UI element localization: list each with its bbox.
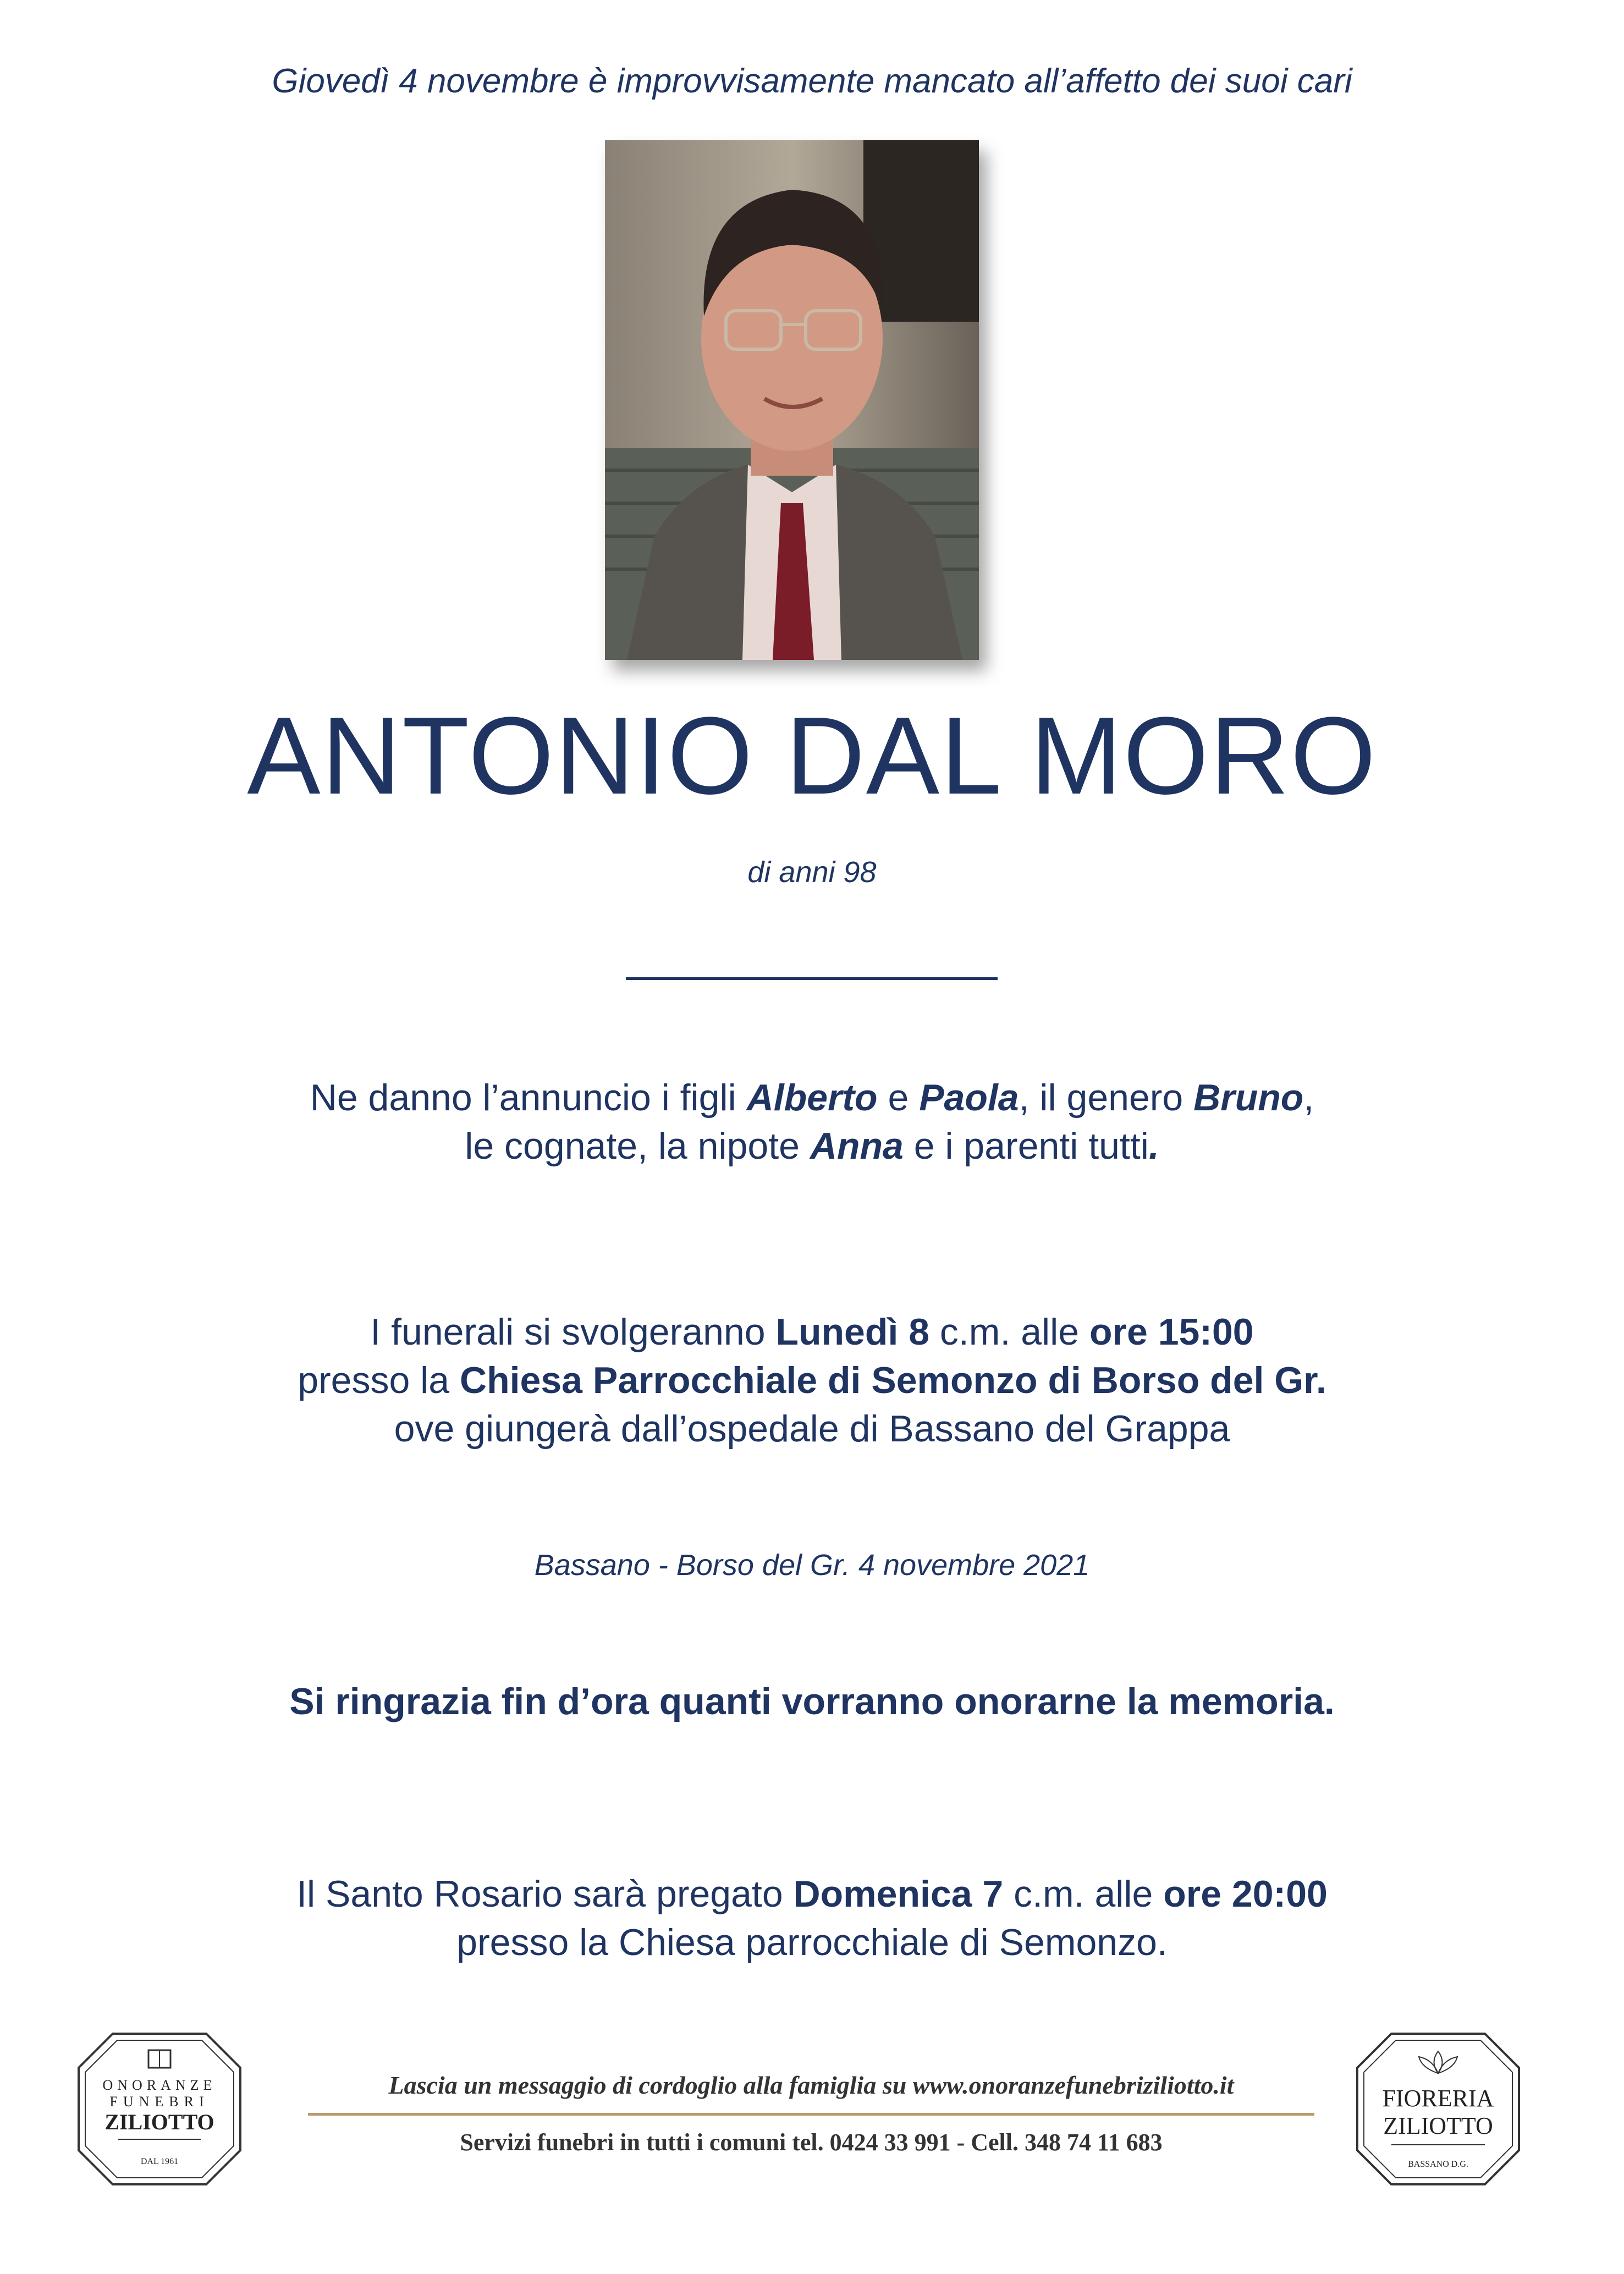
portrait-photo bbox=[605, 140, 979, 660]
footer-services: Servizi funebri in tutti i comuni tel. 0424 33 991 - Cell. 348 74 11 683 bbox=[460, 2129, 1163, 2156]
svg-text:ZILIOTTO: ZILIOTTO bbox=[104, 2110, 214, 2134]
funeral-line-2: presso la Chiesa Parrocchiale di Semonzo di Borso del Gr. bbox=[298, 1359, 1326, 1401]
footer-message: Lascia un messaggio di cordoglio alla famiglia su www.onoranzefunebriziliotto.it bbox=[388, 2071, 1234, 2099]
funeral-line-3: ove giungerà dall’ospedale di Bassano del Grappa bbox=[394, 1408, 1230, 1450]
family-line-2: le cognate, la nipote Anna e i parenti tutti. bbox=[465, 1125, 1159, 1167]
rosary-info bbox=[0, 1870, 1624, 1967]
funeral-info bbox=[0, 1308, 1624, 1453]
deceased-name: ANTONIO DAL MORO bbox=[247, 695, 1377, 817]
svg-text:FIORERIA: FIORERIA bbox=[1382, 2085, 1494, 2112]
fioreria-ziliotto-logo bbox=[1353, 2029, 1523, 2189]
svg-text:DAL 1961: DAL 1961 bbox=[140, 2157, 179, 2166]
svg-text:ONORANZE: ONORANZE bbox=[102, 2077, 217, 2093]
svg-text:ZILIOTTO: ZILIOTTO bbox=[1383, 2112, 1493, 2139]
funeral-line-1: I funerali si svolgeranno Lunedì 8 c.m. alle ore 15:00 bbox=[370, 1311, 1254, 1353]
family-line-1: Ne danno l’annuncio i figli Alberto e Paola, il genero Bruno, bbox=[310, 1077, 1314, 1119]
onoranze-ziliotto-logo bbox=[74, 2029, 245, 2189]
portrait-illustration bbox=[605, 140, 979, 660]
footer-divider bbox=[308, 2113, 1314, 2116]
age-text: di anni 98 bbox=[747, 856, 877, 889]
rosary-line-1: Il Santo Rosario sarà pregato Domenica 7 c.m. alle ore 20:00 bbox=[296, 1873, 1328, 1915]
intro-text: Giovedì 4 novembre è improvvisamente mancato all’affetto dei suoi cari bbox=[272, 62, 1352, 100]
svg-text:BASSANO D.G.: BASSANO D.G. bbox=[1408, 2160, 1468, 2169]
divider-line bbox=[626, 977, 998, 980]
rosary-line-2: presso la Chiesa parrocchiale di Semonzo. bbox=[456, 1921, 1168, 1963]
thanks-text: Si ringrazia fin d’ora quanti vorranno onorarne la memoria. bbox=[289, 1681, 1335, 1722]
place-date: Bassano - Borso del Gr. 4 novembre 2021 bbox=[534, 1549, 1090, 1582]
family-announcement bbox=[0, 1073, 1624, 1170]
svg-text:FUNEBRI: FUNEBRI bbox=[109, 2094, 210, 2110]
